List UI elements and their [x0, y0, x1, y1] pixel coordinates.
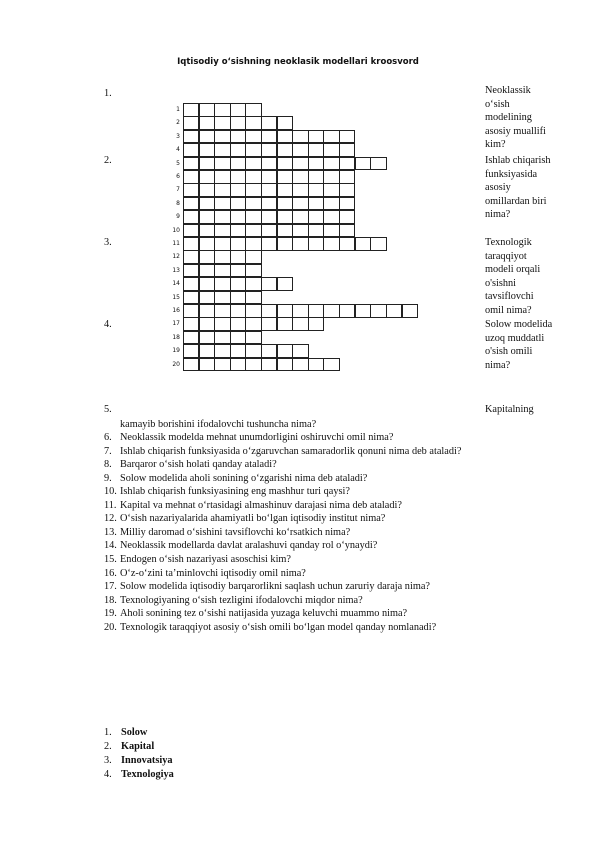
question-item: [104, 539, 377, 553]
grid-cell[interactable]: [292, 170, 308, 184]
grid-cell[interactable]: [308, 358, 324, 372]
question-number: 13.: [104, 526, 117, 538]
grid-cell[interactable]: [214, 197, 230, 211]
grid-cell[interactable]: [323, 157, 339, 171]
grid-cell[interactable]: [323, 224, 339, 238]
question-text: O‘z-o‘zini ta’minlovchi iqtisodiy omil nima?: [120, 567, 306, 579]
grid-row: [183, 116, 292, 130]
grid-row: [183, 103, 261, 117]
answer-text: Texnologiya: [121, 769, 174, 780]
grid-row-number: 13: [172, 266, 180, 274]
grid-cell[interactable]: [214, 157, 230, 171]
grid-row-number: 11: [172, 240, 180, 247]
grid-row: [183, 358, 339, 372]
question-number-1: 1.: [104, 88, 112, 99]
question-text: Aholi sonining tez o‘sishi natijasida yuzaga keluvchi muammo nima?: [120, 608, 408, 620]
grid-row-number: 2: [176, 119, 180, 127]
question-item: [104, 607, 407, 621]
grid-cell[interactable]: [230, 317, 246, 331]
grid-cell[interactable]: [183, 210, 199, 224]
question-text-5: Kapitalning: [485, 404, 534, 415]
grid-cell[interactable]: [183, 170, 199, 184]
grid-cell[interactable]: [199, 224, 215, 238]
question-item: [104, 553, 291, 567]
grid-cell[interactable]: [339, 143, 355, 157]
grid-cell[interactable]: [183, 237, 199, 251]
grid-cell[interactable]: [230, 250, 246, 264]
grid-cell[interactable]: [199, 210, 215, 224]
grid-cell[interactable]: [214, 264, 230, 278]
question-item: [104, 621, 436, 635]
grid-cell[interactable]: [277, 358, 293, 372]
grid-cell[interactable]: [261, 170, 277, 184]
grid-cell[interactable]: [214, 250, 230, 264]
grid-cell[interactable]: [214, 183, 230, 197]
grid-cell[interactable]: [199, 183, 215, 197]
question-text: Milliy daromad o‘sishini tavsiflovchi ko‘rsatkich nima?: [120, 526, 351, 538]
question-item: [104, 567, 306, 581]
grid-cell[interactable]: [292, 317, 308, 331]
grid-row-number: 17: [172, 320, 180, 328]
grid-cell[interactable]: [308, 197, 324, 211]
grid-cell[interactable]: [199, 277, 215, 291]
question-item: [104, 526, 350, 540]
grid-row-number: 8: [176, 199, 180, 207]
grid-row: [183, 264, 261, 278]
grid-cell[interactable]: [214, 277, 230, 291]
grid-cell[interactable]: [183, 157, 199, 171]
grid-cell[interactable]: [199, 291, 215, 305]
grid-cell[interactable]: [214, 237, 230, 251]
grid-cell[interactable]: [199, 130, 215, 144]
grid-row: [183, 143, 355, 157]
grid-row-number: 15: [172, 293, 180, 301]
grid-cell[interactable]: [261, 183, 277, 197]
grid-cell[interactable]: [214, 210, 230, 224]
grid-cell[interactable]: [277, 170, 293, 184]
grid-cell[interactable]: [230, 143, 246, 157]
answer-text: Solow: [121, 727, 148, 738]
grid-cell[interactable]: [230, 116, 246, 130]
grid-cell[interactable]: [199, 317, 215, 331]
grid-cell[interactable]: [308, 157, 324, 171]
grid-cell[interactable]: [261, 317, 277, 331]
grid-cell[interactable]: [277, 130, 293, 144]
grid-cell[interactable]: [230, 103, 246, 117]
grid-cell[interactable]: [199, 250, 215, 264]
grid-cell[interactable]: [245, 344, 261, 358]
grid-row: [183, 210, 355, 224]
grid-row-number: 14: [172, 280, 180, 288]
grid-cell[interactable]: [230, 277, 246, 291]
grid-cell[interactable]: [277, 210, 293, 224]
grid-row: [183, 317, 323, 331]
grid-cell[interactable]: [245, 197, 261, 211]
grid-cell[interactable]: [214, 331, 230, 345]
grid-cell[interactable]: [245, 103, 261, 117]
question-number: 6.: [104, 432, 112, 443]
grid-cell[interactable]: [261, 304, 277, 318]
question-number: 10.: [104, 486, 117, 498]
grid-cell[interactable]: [386, 304, 402, 318]
question-item: [104, 472, 367, 486]
grid-cell[interactable]: [245, 237, 261, 251]
grid-cell[interactable]: [339, 130, 355, 144]
grid-cell[interactable]: [245, 250, 261, 264]
grid-cell[interactable]: [339, 224, 355, 238]
grid-cell[interactable]: [323, 358, 339, 372]
question-text: Ishlab chiqarish funksiyasining eng mashhur turi qaysi?: [120, 486, 350, 498]
grid-cell[interactable]: [292, 237, 308, 251]
grid-cell[interactable]: [199, 143, 215, 157]
grid-cell[interactable]: [308, 317, 324, 331]
question-number-3: 3.: [104, 237, 112, 248]
grid-cell[interactable]: [214, 143, 230, 157]
grid-cell[interactable]: [292, 143, 308, 157]
question-text: Ishlab chiqarish funksiyasida o‘zgaruvchan samaradorlik qonuni nima deb ataladi?: [120, 445, 462, 457]
question-number: 16.: [104, 567, 117, 579]
grid-cell[interactable]: [261, 224, 277, 238]
answer-item: [104, 769, 174, 780]
question-number: 19.: [104, 608, 117, 620]
grid-cell[interactable]: [323, 130, 339, 144]
grid-cell[interactable]: [292, 157, 308, 171]
question-number: 11.: [104, 499, 117, 511]
grid-cell[interactable]: [355, 237, 371, 251]
grid-cell[interactable]: [355, 304, 371, 318]
question-number: 15.: [104, 553, 117, 565]
grid-cell[interactable]: [183, 304, 199, 318]
answer-number: 4.: [104, 769, 112, 780]
grid-row-number: 10: [172, 226, 180, 234]
grid-cell[interactable]: [261, 157, 277, 171]
grid-cell[interactable]: [323, 143, 339, 157]
grid-cell[interactable]: [230, 331, 246, 345]
question-number-4: 4.: [104, 319, 112, 330]
grid-cell[interactable]: [230, 304, 246, 318]
grid-cell[interactable]: [245, 130, 261, 144]
grid-cell[interactable]: [277, 157, 293, 171]
grid-cell[interactable]: [245, 224, 261, 238]
grid-cell[interactable]: [323, 237, 339, 251]
grid-cell[interactable]: [199, 103, 215, 117]
grid-cell[interactable]: [245, 183, 261, 197]
grid-cell[interactable]: [214, 116, 230, 130]
question-item: [104, 594, 363, 608]
grid-cell[interactable]: [292, 224, 308, 238]
question-item: [104, 458, 277, 472]
answer-number: 2.: [104, 741, 112, 752]
grid-cell[interactable]: [339, 237, 355, 251]
grid-cell[interactable]: [245, 304, 261, 318]
grid-row: [183, 277, 292, 291]
question-item: [104, 485, 350, 499]
grid-cell[interactable]: [339, 183, 355, 197]
grid-row: [183, 237, 386, 251]
grid-cell[interactable]: [261, 344, 277, 358]
grid-row: [183, 250, 261, 264]
question-number: 8.: [104, 459, 112, 471]
grid-cell[interactable]: [245, 331, 261, 345]
grid-cell[interactable]: [323, 170, 339, 184]
grid-cell[interactable]: [261, 143, 277, 157]
grid-cell[interactable]: [308, 130, 324, 144]
grid-cell[interactable]: [339, 210, 355, 224]
question-number: 7.: [104, 445, 112, 457]
grid-row: [183, 331, 261, 345]
grid-cell[interactable]: [245, 264, 261, 278]
question-number-5: 5.: [104, 404, 112, 415]
grid-row: [183, 130, 355, 144]
grid-cell[interactable]: [245, 317, 261, 331]
grid-cell[interactable]: [183, 197, 199, 211]
grid-row: [183, 344, 308, 358]
grid-cell[interactable]: [292, 344, 308, 358]
grid-cell[interactable]: [214, 304, 230, 318]
grid-cell[interactable]: [277, 277, 293, 291]
grid-cell[interactable]: [230, 291, 246, 305]
grid-cell[interactable]: [230, 344, 246, 358]
grid-cell[interactable]: [214, 170, 230, 184]
grid-cell[interactable]: [199, 157, 215, 171]
question-text: Neoklassik modellarda davlat aralashuvi qanday rol o‘ynaydi?: [120, 540, 378, 552]
grid-cell[interactable]: [230, 157, 246, 171]
grid-cell[interactable]: [183, 344, 199, 358]
grid-row: [183, 157, 386, 171]
grid-cell[interactable]: [183, 264, 199, 278]
grid-cell[interactable]: [277, 237, 293, 251]
grid-row: [183, 291, 261, 305]
grid-cell[interactable]: [292, 304, 308, 318]
grid-cell[interactable]: [183, 224, 199, 238]
grid-cell[interactable]: [245, 143, 261, 157]
answer-number: 1.: [104, 727, 112, 738]
grid-cell[interactable]: [245, 170, 261, 184]
question-number: 17.: [104, 581, 117, 593]
grid-cell[interactable]: [199, 331, 215, 345]
question-text-3: Texnologik taraqqiyot modeli orqali o'sishni tavsiflovchi omil nima?: [485, 237, 541, 316]
grid-cell[interactable]: [308, 304, 324, 318]
grid-cell[interactable]: [323, 183, 339, 197]
question-text-2: Ishlab chiqarish funksiyasida asosiy omillardan biri nima?: [485, 155, 551, 221]
grid-cell[interactable]: [230, 183, 246, 197]
grid-cell[interactable]: [230, 170, 246, 184]
answer-number: 3.: [104, 755, 112, 766]
question-text: Texnologik taraqqiyot asosiy o‘sish omili bo‘lgan model qanday nomlanadi?: [120, 621, 437, 633]
question-text: Texnologiyaning o‘sish tezligini ifodalovchi miqdor nima?: [120, 594, 363, 606]
question-number-2: 2.: [104, 155, 112, 166]
grid-cell[interactable]: [308, 210, 324, 224]
question-number: 12.: [104, 513, 117, 525]
question-text: Solow modelida aholi sonining o‘zgarishi nima deb ataladi?: [120, 472, 368, 484]
grid-row-number: 1: [176, 106, 180, 113]
grid-cell[interactable]: [183, 358, 199, 372]
grid-cell[interactable]: [214, 344, 230, 358]
grid-cell[interactable]: [199, 197, 215, 211]
question-item: [104, 580, 430, 594]
grid-cell[interactable]: [370, 157, 386, 171]
question-number: 20.: [104, 621, 117, 633]
grid-cell[interactable]: [230, 224, 246, 238]
grid-row-number: 20: [172, 360, 180, 368]
grid-cell[interactable]: [402, 304, 418, 318]
grid-cell[interactable]: [308, 183, 324, 197]
grid-cell[interactable]: [261, 237, 277, 251]
question-text: Kapital va mehnat o‘rtasidagi almashinuv darajasi nima deb ataladi?: [120, 499, 402, 511]
grid-row-number: 12: [172, 253, 180, 261]
grid-cell[interactable]: [323, 210, 339, 224]
grid-row: [183, 304, 417, 318]
question-number: 18.: [104, 594, 117, 606]
grid-row-number: 5: [176, 159, 180, 167]
document-title: Iqtisodiy o‘sishning neoklasik modellari kroosvord: [177, 57, 419, 67]
grid-cell[interactable]: [183, 183, 199, 197]
grid-cell[interactable]: [183, 291, 199, 305]
answer-text: Kapital: [121, 741, 155, 752]
question-5-continuation: kamayib borishini ifodalovchi tushuncha nima?: [120, 419, 317, 430]
grid-cell[interactable]: [277, 317, 293, 331]
grid-cell[interactable]: [339, 304, 355, 318]
grid-cell[interactable]: [214, 103, 230, 117]
grid-row-number: 6: [176, 173, 180, 180]
question-item: [104, 499, 402, 513]
question-item: [104, 431, 393, 445]
question-text: Solow modelida iqtisodiy barqarorlikni saqlash uchun zaruriy daraja nima?: [120, 581, 430, 593]
grid-cell[interactable]: [339, 157, 355, 171]
grid-cell[interactable]: [230, 358, 246, 372]
grid-cell[interactable]: [245, 116, 261, 130]
grid-cell[interactable]: [261, 130, 277, 144]
grid-cell[interactable]: [230, 237, 246, 251]
grid-row: [183, 197, 355, 211]
grid-cell[interactable]: [323, 197, 339, 211]
grid-cell[interactable]: [277, 197, 293, 211]
grid-cell[interactable]: [277, 304, 293, 318]
question-text: Barqaror o‘sish holati qanday ataladi?: [120, 459, 277, 471]
grid-cell[interactable]: [214, 224, 230, 238]
grid-cell[interactable]: [214, 130, 230, 144]
grid-row: [183, 170, 355, 184]
grid-cell[interactable]: [230, 210, 246, 224]
grid-cell[interactable]: [323, 304, 339, 318]
grid-cell[interactable]: [183, 103, 199, 117]
grid-cell[interactable]: [277, 116, 293, 130]
grid-cell[interactable]: [370, 304, 386, 318]
grid-cell[interactable]: [261, 210, 277, 224]
grid-cell[interactable]: [277, 183, 293, 197]
grid-cell[interactable]: [355, 157, 371, 171]
question-item: [104, 512, 385, 526]
grid-row-number: 3: [176, 132, 180, 140]
grid-cell[interactable]: [292, 130, 308, 144]
grid-cell[interactable]: [292, 183, 308, 197]
grid-cell[interactable]: [214, 291, 230, 305]
grid-cell[interactable]: [214, 358, 230, 372]
grid-cell[interactable]: [199, 237, 215, 251]
answer-item: [104, 755, 173, 766]
question-item: [104, 445, 461, 459]
grid-cell[interactable]: [183, 317, 199, 331]
grid-cell[interactable]: [277, 143, 293, 157]
grid-cell[interactable]: [245, 157, 261, 171]
grid-row: [183, 224, 355, 238]
grid-row-number: 16: [172, 307, 180, 314]
grid-cell[interactable]: [230, 197, 246, 211]
grid-cell[interactable]: [199, 170, 215, 184]
grid-cell[interactable]: [245, 277, 261, 291]
grid-cell[interactable]: [199, 358, 215, 372]
answer-item: [104, 727, 147, 738]
grid-row-number: 9: [176, 213, 180, 221]
grid-row: [183, 183, 355, 197]
grid-cell[interactable]: [339, 197, 355, 211]
answer-item: [104, 741, 154, 752]
grid-cell[interactable]: [183, 116, 199, 130]
grid-cell[interactable]: [308, 237, 324, 251]
grid-cell[interactable]: [183, 331, 199, 345]
grid-cell[interactable]: [261, 277, 277, 291]
grid-cell[interactable]: [292, 197, 308, 211]
question-text-4: Solow modelida uzoq muddatli o'sish omili nima?: [485, 319, 553, 371]
grid-cell[interactable]: [183, 130, 199, 144]
grid-cell[interactable]: [245, 291, 261, 305]
grid-cell[interactable]: [261, 116, 277, 130]
question-number: 9.: [104, 472, 112, 484]
grid-cell[interactable]: [261, 197, 277, 211]
grid-cell[interactable]: [277, 224, 293, 238]
grid-cell[interactable]: [292, 358, 308, 372]
grid-cell[interactable]: [183, 277, 199, 291]
grid-cell[interactable]: [308, 143, 324, 157]
grid-cell[interactable]: [214, 317, 230, 331]
question-text: O‘sish nazariyalarida ahamiyatli bo‘lgan iqtisodiy institut nima?: [120, 513, 386, 525]
question-text: Endogen o‘sish nazariyasi asoschisi kim?: [120, 553, 292, 565]
grid-cell[interactable]: [230, 264, 246, 278]
grid-cell[interactable]: [199, 264, 215, 278]
question-text-1: Neoklassik o‘sish modelining asosiy muallifi kim?: [485, 85, 546, 151]
grid-cell[interactable]: [308, 170, 324, 184]
grid-cell[interactable]: [199, 344, 215, 358]
grid-cell[interactable]: [230, 130, 246, 144]
grid-cell[interactable]: [183, 143, 199, 157]
grid-cell[interactable]: [245, 358, 261, 372]
grid-cell[interactable]: [199, 304, 215, 318]
grid-cell[interactable]: [339, 170, 355, 184]
grid-row-number: 19: [172, 347, 180, 355]
answer-text: Innovatsiya: [121, 755, 173, 766]
grid-cell[interactable]: [199, 116, 215, 130]
grid-row-number: 4: [176, 146, 180, 154]
question-number: 14.: [104, 540, 117, 552]
grid-cell[interactable]: [292, 210, 308, 224]
question-text: Neoklassik modelda mehnat unumdorligini oshiruvchi omil nima?: [120, 432, 394, 443]
grid-cell[interactable]: [308, 224, 324, 238]
grid-cell[interactable]: [277, 344, 293, 358]
grid-row-number: 7: [176, 186, 180, 194]
grid-row-number: 18: [172, 333, 180, 341]
grid-cell[interactable]: [370, 237, 386, 251]
grid-cell[interactable]: [245, 210, 261, 224]
grid-cell[interactable]: [183, 250, 199, 264]
grid-cell[interactable]: [261, 358, 277, 372]
